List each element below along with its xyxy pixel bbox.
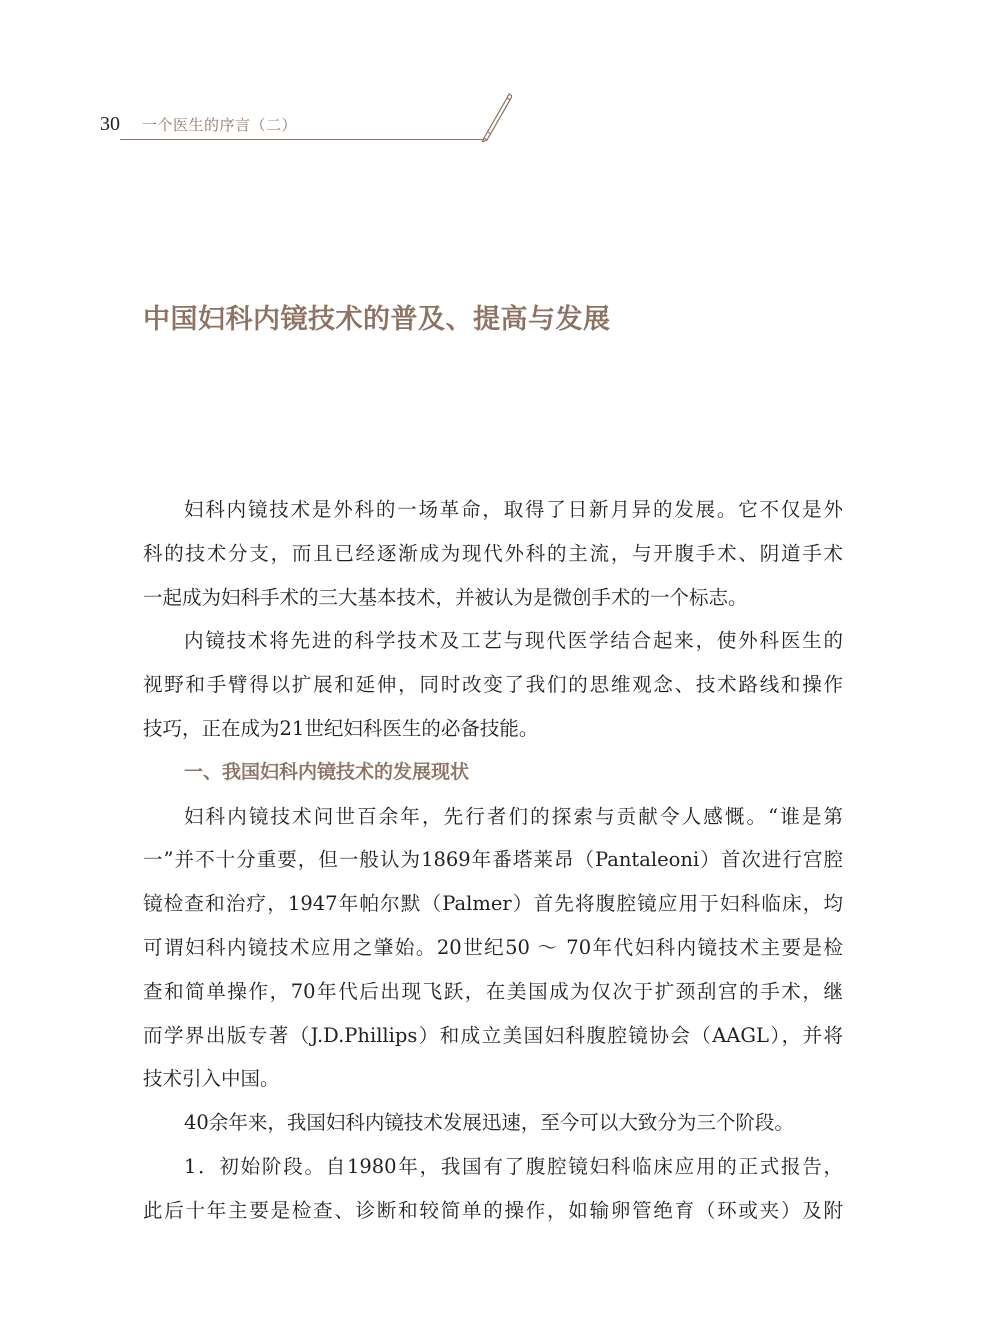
paragraph-2-line-1: 内镜技术将先进的科学技术及工艺与现代医学结合起来，使外科医生的 (184, 629, 843, 653)
section-heading: 一、我国妇科内镜技术的发展现状 (184, 760, 470, 783)
pen-icon (478, 92, 512, 142)
paragraph-2-line-3: 技巧，正在成为21世纪妇科医生的必备技能。 (143, 716, 539, 740)
paragraph-3-line-7: 技术引入中国。 (143, 1067, 280, 1091)
paragraph-3-line-2: 一”并不十分重要，但一般认为1869年番塔莱昂（Pantaleoni）首次进行宫腔 (143, 848, 843, 872)
paragraph-1-line-2: 科的技术分支，而且已经逐渐成为现代外科的主流，与开腹手术、阴道手术 (143, 541, 843, 565)
paragraph-5-line-2: 此后十年主要是检查、诊断和较简单的操作，如输卵管绝育（环或夹）及附 (143, 1198, 843, 1222)
header-rule (120, 139, 484, 140)
paragraph-1-line-3: 一起成为妇科手术的三大基本技术，并被认为是微创手术的一个标志。 (143, 585, 748, 609)
paragraph-3-line-4: 可谓妇科内镜技术应用之肇始。20世纪50 ～ 70年代妇科内镜技术主要是检 (143, 935, 843, 959)
paragraph-4-line-1: 40余年来，我国妇科内镜技术发展迅速，至今可以大致分为三个阶段。 (184, 1111, 794, 1135)
chapter-title: 中国妇科内镜技术的普及、提高与发展 (143, 304, 611, 335)
running-title: 一个医生的序言（二） (142, 116, 298, 134)
paragraph-3-line-3: 镜检查和治疗，1947年帕尔默（Palmer）首先将腹腔镜应用于妇科临床，均 (143, 892, 843, 916)
paragraph-2-line-2: 视野和手臂得以扩展和延伸，同时改变了我们的思维观念、技术路线和操作 (143, 673, 843, 697)
paragraph-3-line-6: 而学界出版专著（J.D.Phillips）和成立美国妇科腹腔镜协会（AAGL），并将 (143, 1023, 843, 1047)
paragraph-3-line-1: 妇科内镜技术问世百余年，先行者们的探索与贡献令人感慨。“谁是第 (184, 804, 843, 828)
running-header (100, 112, 520, 138)
paragraph-1-line-1: 妇科内镜技术是外科的一场革命，取得了日新月异的发展。它不仅是外 (184, 498, 843, 521)
body-text (143, 488, 843, 1233)
page-number: 30 (100, 113, 120, 135)
paragraph-3-line-5: 查和简单操作，70年代后出现飞跃，在美国成为仅次于扩颈刮宫的手术，继 (143, 979, 843, 1003)
paragraph-5-line-1: 1．初始阶段。自1980年，我国有了腹腔镜妇科临床应用的正式报告， (184, 1154, 843, 1178)
